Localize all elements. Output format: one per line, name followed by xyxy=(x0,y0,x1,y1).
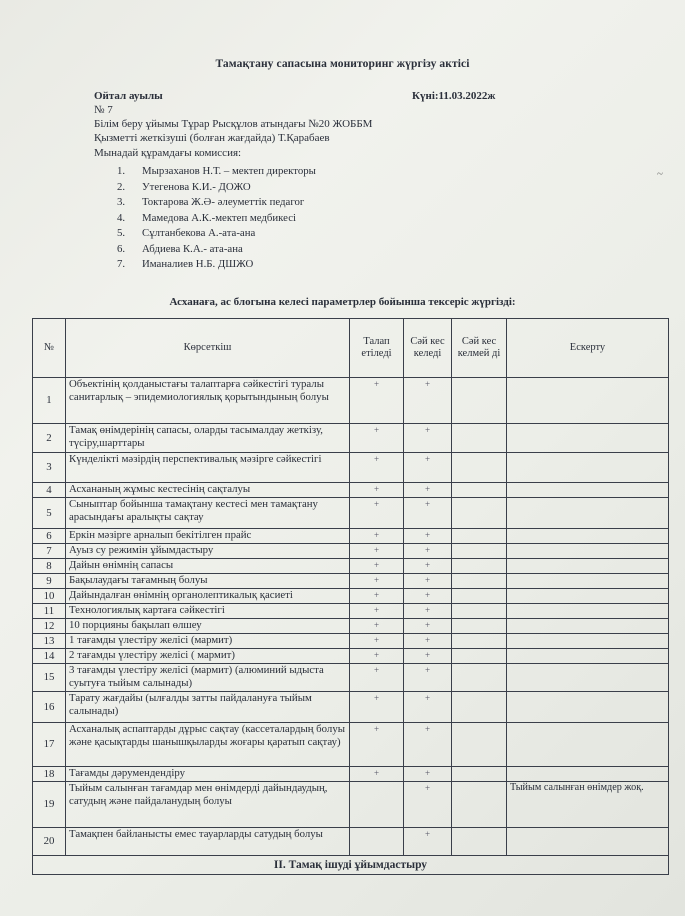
row-required-mark: + xyxy=(350,767,404,782)
row-required-mark: + xyxy=(350,604,404,619)
row-required-mark: + xyxy=(350,453,404,483)
row-not-complies-mark xyxy=(452,559,507,574)
header-complies: Сәй кес келеді xyxy=(404,319,452,378)
commission-member xyxy=(117,180,316,196)
row-number: 19 xyxy=(33,782,66,828)
row-note xyxy=(507,529,669,544)
row-number: 5 xyxy=(33,498,66,529)
row-complies-mark: + xyxy=(404,424,452,453)
row-complies-mark: + xyxy=(404,498,452,529)
row-indicator: Бақылаудағы тағамның болуы xyxy=(66,574,350,589)
row-indicator: 3 тағамды үлестіру желісі (мармит) (алюминий ыдыста суытуға тыйым салынады) xyxy=(66,664,350,692)
row-indicator: Күнделікті мәзірдің перспективалық мәзірге сәйкестігі xyxy=(66,453,350,483)
row-required-mark: + xyxy=(350,574,404,589)
row-required-mark: + xyxy=(350,664,404,692)
row-number: 12 xyxy=(33,619,66,634)
row-required-mark: + xyxy=(350,424,404,453)
row-not-complies-mark xyxy=(452,424,507,453)
row-required-mark: + xyxy=(350,559,404,574)
commission-member xyxy=(117,257,316,273)
school-name: Білім беру ұйымы Тұрар Рысқұлов атындағы №20 ЖОББМ xyxy=(94,118,373,130)
commission-member xyxy=(117,242,316,258)
section-heading: II. Тамақ ішуді ұйымдастыру xyxy=(33,856,669,875)
row-not-complies-mark xyxy=(452,483,507,498)
row-not-complies-mark xyxy=(452,589,507,604)
member-name: Абдиева К.А.- ата-ана xyxy=(142,242,243,255)
row-number: 11 xyxy=(33,604,66,619)
member-name: Утегенова К.И.- ДОЖО xyxy=(142,180,251,193)
table-header-row xyxy=(33,319,669,378)
row-not-complies-mark xyxy=(452,544,507,559)
row-required-mark: + xyxy=(350,378,404,424)
inspection-table xyxy=(32,318,669,875)
row-indicator: Дайын өнімнің сапасы xyxy=(66,559,350,574)
row-note xyxy=(507,664,669,692)
row-note xyxy=(507,424,669,453)
header-note: Ескерту xyxy=(507,319,669,378)
table-row xyxy=(33,424,669,453)
row-indicator: Тағамды дәрумендендіру xyxy=(66,767,350,782)
row-note xyxy=(507,634,669,649)
header-indicator: Көрсеткіш xyxy=(66,319,350,378)
row-indicator: Тарату жағдайы (ылғалды затты пайдалануға тыйым салынады) xyxy=(66,692,350,723)
row-number: 18 xyxy=(33,767,66,782)
commission-member xyxy=(117,195,316,211)
row-not-complies-mark xyxy=(452,664,507,692)
table-row xyxy=(33,544,669,559)
document-title: Тамақтану сапасына мониторинг жүргізу актісі xyxy=(215,58,470,70)
row-note: Тыйым салынған өнімдер жоқ. xyxy=(507,782,669,828)
row-required-mark: + xyxy=(350,619,404,634)
row-indicator: Ауыз су режимін ұйымдастыру xyxy=(66,544,350,559)
row-number: 20 xyxy=(33,828,66,856)
row-note xyxy=(507,723,669,767)
row-note xyxy=(507,828,669,856)
row-not-complies-mark xyxy=(452,619,507,634)
row-not-complies-mark xyxy=(452,634,507,649)
supplier-name: Қызметті жеткізуші (болған жағдайда) Т.Қарабаев xyxy=(94,132,330,144)
table-row xyxy=(33,604,669,619)
row-note xyxy=(507,483,669,498)
table-row xyxy=(33,529,669,544)
row-number: 16 xyxy=(33,692,66,723)
row-indicator: Асхананың жұмыс кестесінің сақталуы xyxy=(66,483,350,498)
row-indicator: Сыныптар бойынша тамақтану кестесі мен тамақтану арасындағы аралықты сақтау xyxy=(66,498,350,529)
row-required-mark: + xyxy=(350,483,404,498)
row-indicator: Тыйым салынған тағамдар мен өнімдерді дайындаудың, сатудың және пайдаланудың болуы xyxy=(66,782,350,828)
table-row xyxy=(33,574,669,589)
header-required: Талап етіледі xyxy=(350,319,404,378)
row-note xyxy=(507,649,669,664)
row-note xyxy=(507,453,669,483)
row-note xyxy=(507,692,669,723)
section-row xyxy=(33,856,669,875)
row-complies-mark: + xyxy=(404,453,452,483)
row-required-mark: + xyxy=(350,692,404,723)
header-number: № xyxy=(33,319,66,378)
table-row xyxy=(33,782,669,828)
commission-member xyxy=(117,164,316,180)
row-required-mark: + xyxy=(350,634,404,649)
act-number: № 7 xyxy=(94,104,113,116)
row-note xyxy=(507,544,669,559)
row-indicator: 1 тағамды үлестіру желісі (мармит) xyxy=(66,634,350,649)
row-not-complies-mark xyxy=(452,723,507,767)
row-not-complies-mark xyxy=(452,529,507,544)
member-number: 4. xyxy=(117,211,126,224)
row-indicator: Технологиялық картаға сәйкестігі xyxy=(66,604,350,619)
row-required-mark: + xyxy=(350,723,404,767)
row-not-complies-mark xyxy=(452,498,507,529)
table-row xyxy=(33,828,669,856)
row-complies-mark: + xyxy=(404,604,452,619)
row-indicator: Асханалық аспаптарды дұрыс сақтау (кассеталардың болуы және қасықтарды шанышқыларды жоғары қаратып сақтау) xyxy=(66,723,350,767)
row-required-mark: + xyxy=(350,589,404,604)
row-required-mark xyxy=(350,828,404,856)
row-number: 4 xyxy=(33,483,66,498)
member-number: 5. xyxy=(117,227,126,239)
table-row xyxy=(33,664,669,692)
row-note xyxy=(507,589,669,604)
row-note xyxy=(507,559,669,574)
row-number: 8 xyxy=(33,559,66,574)
margin-mark: ~ xyxy=(657,168,663,180)
commission-member xyxy=(117,226,316,242)
row-number: 1 xyxy=(33,378,66,424)
row-not-complies-mark xyxy=(452,649,507,664)
table-row xyxy=(33,589,669,604)
row-note xyxy=(507,498,669,529)
row-number: 3 xyxy=(33,453,66,483)
row-complies-mark: + xyxy=(404,828,452,856)
row-not-complies-mark xyxy=(452,604,507,619)
member-number: 6. xyxy=(117,242,126,255)
table-row xyxy=(33,378,669,424)
commission-member xyxy=(117,211,316,227)
row-required-mark: + xyxy=(350,544,404,559)
table-row xyxy=(33,453,669,483)
row-number: 13 xyxy=(33,634,66,649)
member-name: Токтарова Ж.Ә- әлеуметтік педагог xyxy=(142,196,305,208)
row-note xyxy=(507,767,669,782)
commission-heading: Мынадай құрамдағы комиссия: xyxy=(94,147,242,159)
member-number: 3. xyxy=(117,196,126,208)
row-complies-mark: + xyxy=(404,649,452,664)
row-number: 2 xyxy=(33,424,66,453)
row-required-mark xyxy=(350,782,404,828)
table-row xyxy=(33,692,669,723)
row-complies-mark: + xyxy=(404,574,452,589)
row-complies-mark: + xyxy=(404,664,452,692)
row-not-complies-mark xyxy=(452,453,507,483)
row-number: 6 xyxy=(33,529,66,544)
table-row xyxy=(33,559,669,574)
row-required-mark: + xyxy=(350,649,404,664)
row-not-complies-mark xyxy=(452,378,507,424)
row-complies-mark: + xyxy=(404,767,452,782)
row-note xyxy=(507,604,669,619)
row-note xyxy=(507,574,669,589)
member-name: Иманалиев Н.Б. ДШЖО xyxy=(142,258,254,270)
row-complies-mark: + xyxy=(404,483,452,498)
row-not-complies-mark xyxy=(452,574,507,589)
member-name: Сұлтанбекова А.-ата-ана xyxy=(142,227,256,239)
table-row xyxy=(33,634,669,649)
row-indicator: Еркін мәзірге арналып бекітілген прайс xyxy=(66,529,350,544)
row-indicator: Тамақ өнімдерінің сапасы, оларды тасымалдау жеткізу, түсіру,шарттары xyxy=(66,424,350,453)
table-row xyxy=(33,498,669,529)
row-complies-mark: + xyxy=(404,544,452,559)
row-complies-mark: + xyxy=(404,723,452,767)
inspection-subtitle: Асханаға, ас блогына келесі параметрлер бойынша тексеріс жүргізді: xyxy=(169,296,516,308)
table-row xyxy=(33,483,669,498)
row-required-mark: + xyxy=(350,529,404,544)
member-number: 1. xyxy=(117,165,126,177)
commission-member-list xyxy=(117,164,316,273)
table-row xyxy=(33,723,669,767)
row-complies-mark: + xyxy=(404,619,452,634)
member-number: 7. xyxy=(117,258,126,270)
row-complies-mark: + xyxy=(404,378,452,424)
row-not-complies-mark xyxy=(452,692,507,723)
row-complies-mark: + xyxy=(404,782,452,828)
row-number: 7 xyxy=(33,544,66,559)
member-number: 2. xyxy=(117,180,126,193)
row-number: 15 xyxy=(33,664,66,692)
row-complies-mark: + xyxy=(404,529,452,544)
member-name: Мырзаханов Н.Т. – мектеп директоры xyxy=(142,165,316,177)
act-date: Күні:11.03.2022ж xyxy=(412,90,496,102)
row-note xyxy=(507,619,669,634)
header-not-complies: Сәй кес келмей ді xyxy=(452,319,507,378)
row-not-complies-mark xyxy=(452,782,507,828)
row-not-complies-mark xyxy=(452,828,507,856)
table-row xyxy=(33,619,669,634)
row-indicator: Тамақпен байланысты емес тауарларды сатудың болуы xyxy=(66,828,350,856)
row-indicator: 10 порцияны бақылап өлшеу xyxy=(66,619,350,634)
row-number: 10 xyxy=(33,589,66,604)
row-number: 14 xyxy=(33,649,66,664)
row-indicator: Объектінің қолданыстағы талаптарға сәйкестігі туралы санитарлық – эпидемиологиялық қорытындының болуы xyxy=(66,378,350,424)
row-number: 17 xyxy=(33,723,66,767)
row-complies-mark: + xyxy=(404,634,452,649)
row-indicator: Дайындалған өнімнің органолептикалық қасиеті xyxy=(66,589,350,604)
village-name: Ойтал ауылы xyxy=(94,90,163,102)
row-complies-mark: + xyxy=(404,559,452,574)
row-not-complies-mark xyxy=(452,767,507,782)
row-indicator: 2 тағамды үлестіру желісі ( мармит) xyxy=(66,649,350,664)
row-note xyxy=(507,378,669,424)
row-required-mark: + xyxy=(350,498,404,529)
table-row xyxy=(33,767,669,782)
row-complies-mark: + xyxy=(404,589,452,604)
table-row xyxy=(33,649,669,664)
member-name: Мамедова А.К.-мектеп медбикесі xyxy=(142,211,296,224)
row-complies-mark: + xyxy=(404,692,452,723)
row-number: 9 xyxy=(33,574,66,589)
